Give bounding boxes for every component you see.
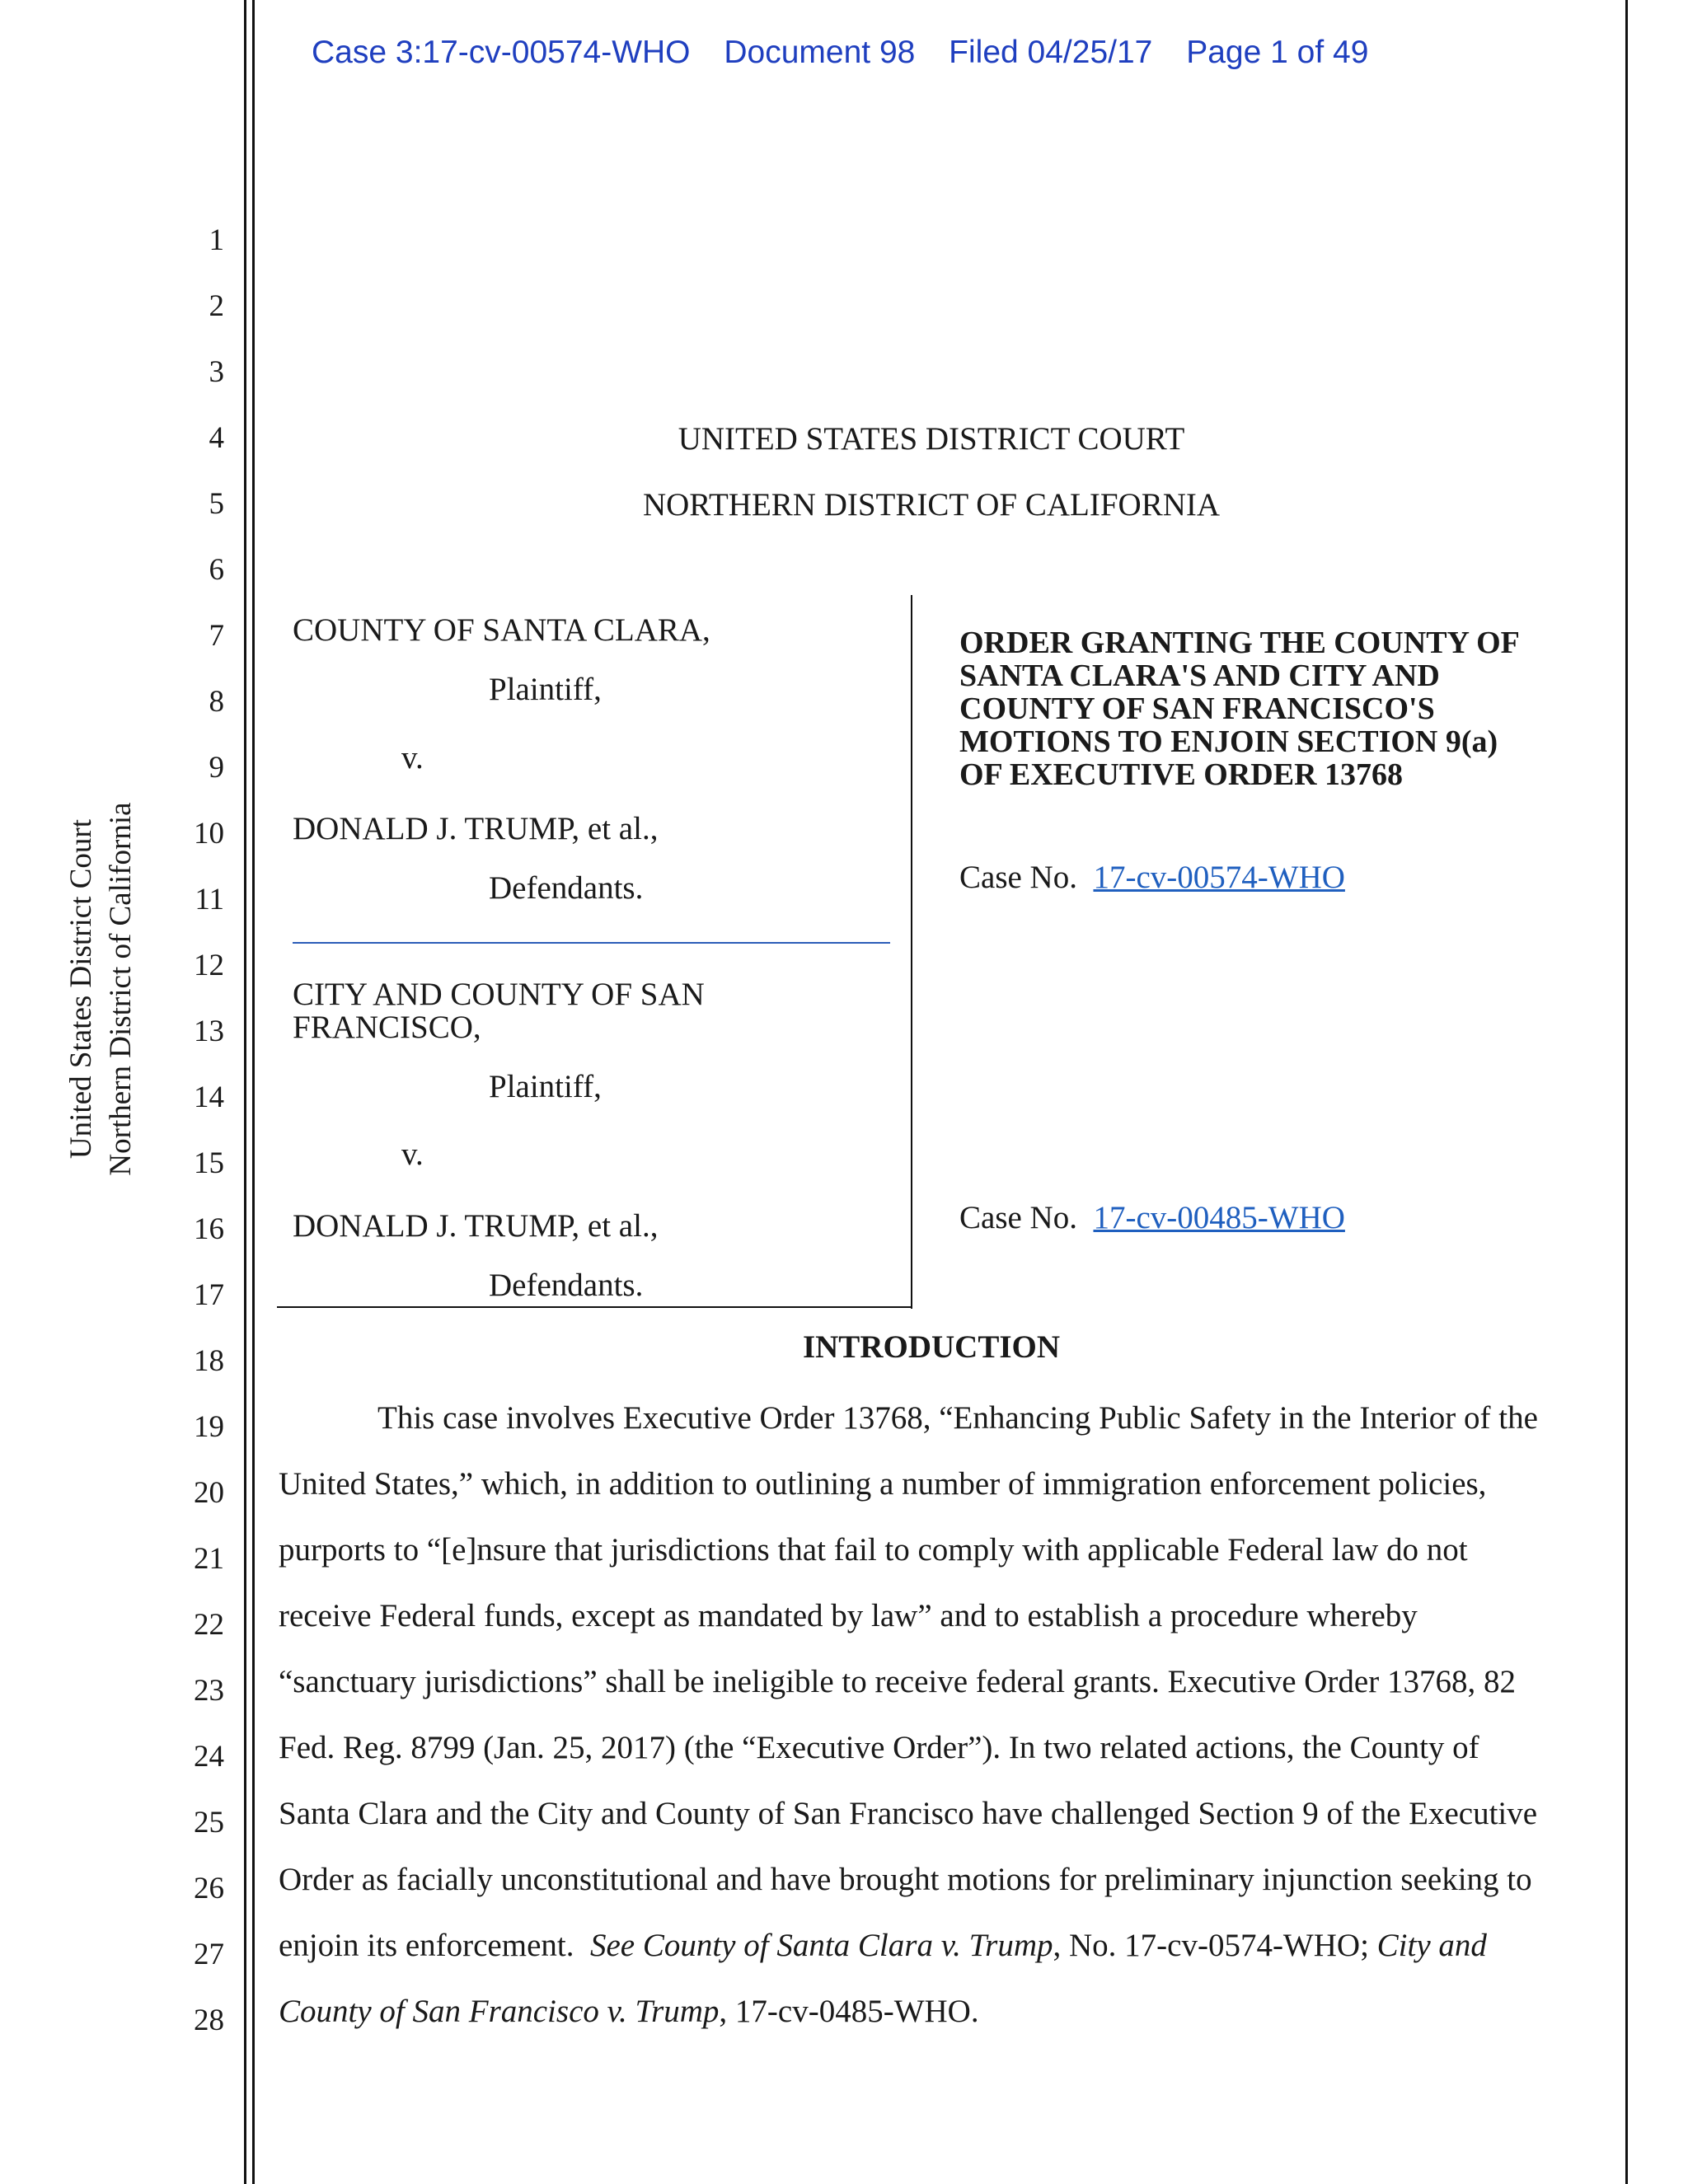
paragraph-line: receive Federal funds, except as mandated by law” and to establish a procedure whereby — [279, 1598, 1418, 1633]
case-number-block — [959, 859, 1345, 896]
line-number: 4 — [209, 421, 224, 455]
defendant-name: DONALD J. TRUMP, et al., — [293, 811, 659, 846]
order-title-line: COUNTY OF SAN FRANCISCO'S — [959, 691, 1435, 726]
plaintiff-name: CITY AND COUNTY OF SAN — [293, 977, 705, 1012]
filed-date-header: Filed 04/25/17 — [949, 35, 1153, 70]
left-margin-rule-outer — [244, 0, 246, 2184]
line-number: 20 — [194, 1476, 224, 1510]
line-number: 22 — [194, 1608, 224, 1642]
paragraph-line: purports to “[e]nsure that jurisdictions that fail to comply with applicable Federal law do not — [279, 1532, 1468, 1568]
line-number: 9 — [209, 751, 224, 785]
caption-divider-vertical — [911, 595, 912, 1309]
line-number: 14 — [194, 1080, 224, 1114]
case-number-label: Case No. — [959, 860, 1077, 895]
defendant-role: Defendants. — [489, 870, 644, 906]
plaintiff-role: Plaintiff, — [489, 672, 602, 707]
court-side-label — [62, 610, 161, 1368]
section-heading: INTRODUCTION — [802, 1329, 1061, 1365]
right-margin-rule — [1625, 0, 1628, 2184]
page-count-header: Page 1 of 49 — [1186, 35, 1369, 70]
case-number-link[interactable]: 17-cv-00574-WHO — [1093, 860, 1345, 895]
paragraph-line: “sanctuary jurisdictions” shall be ineligible to receive federal grants. Executive Order 13768, 82 — [279, 1664, 1516, 1699]
case-number-header: Case 3:17-cv-00574-WHO — [312, 35, 691, 70]
case-number-block — [959, 1199, 1345, 1236]
paragraph-line: Santa Clara and the City and County of San Francisco have challenged Section 9 of the Executive — [279, 1796, 1538, 1831]
versus: v. — [401, 1137, 424, 1172]
case-citation: See County of Santa Clara v. Trump — [589, 1928, 1053, 1963]
left-margin-rule-inner — [252, 0, 255, 2184]
order-title — [959, 626, 1586, 791]
paragraph-line — [279, 1993, 979, 2030]
line-number: 13 — [194, 1015, 224, 1048]
line-number: 6 — [209, 553, 224, 587]
order-title-line: SANTA CLARA'S AND CITY AND — [959, 658, 1440, 693]
line-number: 23 — [194, 1674, 224, 1708]
plaintiff-name: FRANCISCO, — [293, 1010, 481, 1045]
case-number-link[interactable]: 17-cv-00485-WHO — [1093, 1200, 1345, 1235]
court-district: NORTHERN DISTRICT OF CALIFORNIA — [642, 487, 1221, 523]
line-number: 27 — [194, 1938, 224, 1971]
case-citation: County of San Francisco v. Trump — [279, 1994, 720, 2029]
docket-header — [312, 35, 1393, 71]
paragraph-line: Order as facially unconstitutional and have brought motions for preliminary injunction seeking to — [279, 1862, 1532, 1897]
line-number: 19 — [194, 1410, 224, 1444]
line-number: 16 — [194, 1212, 224, 1246]
line-number: 5 — [209, 487, 224, 521]
order-title-line: MOTIONS TO ENJOIN SECTION 9(a) — [959, 724, 1498, 759]
caption-divider-blue — [293, 942, 890, 944]
plaintiff-name: COUNTY OF SANTA CLARA, — [293, 612, 710, 648]
document-number-header: Document 98 — [724, 35, 916, 70]
line-number: 17 — [194, 1278, 224, 1312]
paragraph-line: This case involves Executive Order 13768, “Enhancing Public Safety in the Interior of the — [377, 1400, 1538, 1436]
text-run: , No. 17-cv-0574-WHO; — [1053, 1928, 1377, 1963]
line-number: 21 — [194, 1542, 224, 1576]
line-number: 12 — [194, 949, 224, 982]
line-number: 15 — [194, 1146, 224, 1180]
versus: v. — [401, 740, 424, 776]
caption-divider-bottom — [277, 1306, 912, 1308]
line-number: 2 — [209, 289, 224, 323]
side-label-line1: United States District Court — [64, 818, 98, 1160]
line-number: 26 — [194, 1872, 224, 1905]
court-name: UNITED STATES DISTRICT COURT — [678, 421, 1185, 457]
order-title-line: ORDER GRANTING THE COUNTY OF — [959, 626, 1520, 660]
paragraph-line — [279, 1927, 1487, 1964]
line-number: 10 — [194, 817, 224, 851]
text-run: , 17-cv-0485-WHO. — [719, 1994, 979, 2029]
line-number: 25 — [194, 1806, 224, 1840]
line-number: 3 — [209, 355, 224, 389]
line-number: 1 — [209, 223, 224, 257]
side-label-line2: Northern District of California — [104, 802, 138, 1176]
case-number-label: Case No. — [959, 1200, 1077, 1235]
line-number: 7 — [209, 619, 224, 653]
line-number: 18 — [194, 1344, 224, 1378]
line-number: 28 — [194, 2004, 224, 2037]
line-number: 8 — [209, 685, 224, 719]
line-number: 24 — [194, 1740, 224, 1774]
order-title-line: OF EXECUTIVE ORDER 13768 — [959, 757, 1404, 792]
plaintiff-role: Plaintiff, — [489, 1069, 602, 1104]
defendant-role: Defendants. — [489, 1268, 644, 1303]
text-run: enjoin its enforcement. — [279, 1928, 590, 1963]
paragraph-line: United States,” which, in addition to outlining a number of immigration enforcement policies, — [279, 1466, 1487, 1502]
case-citation: City and — [1376, 1928, 1487, 1963]
line-number: 11 — [195, 883, 224, 916]
defendant-name: DONALD J. TRUMP, et al., — [293, 1208, 659, 1244]
paragraph-line: Fed. Reg. 8799 (Jan. 25, 2017) (the “Executive Order”). In two related actions, the County of — [279, 1730, 1479, 1765]
